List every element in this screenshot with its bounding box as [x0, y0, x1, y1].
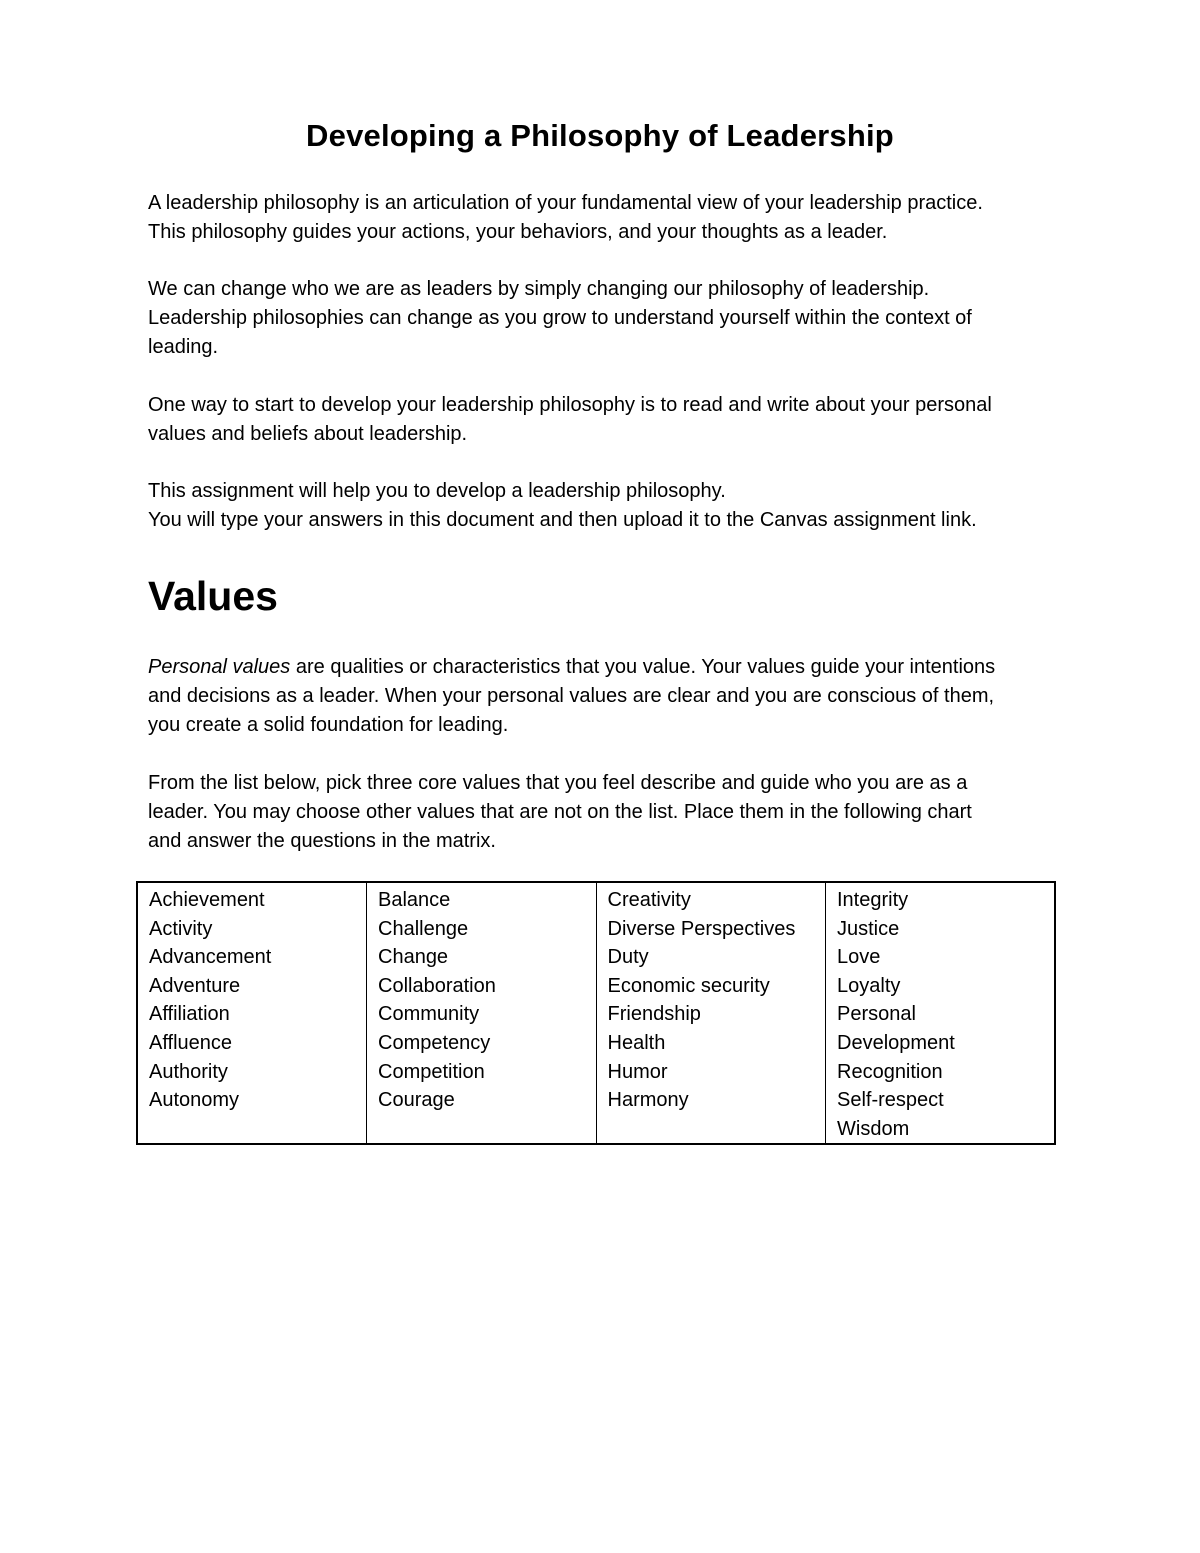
paragraph-line: This philosophy guides your actions, your behaviors, and your thoughts as a leader.	[148, 221, 888, 243]
paragraph-line: From the list below, pick three core values that you feel describe and guide who you are as a	[148, 772, 968, 794]
values-table	[136, 881, 1056, 1145]
value-item: Challenge	[378, 917, 469, 940]
value-item: Harmony	[607, 1089, 689, 1112]
value-item: Competition	[378, 1060, 485, 1083]
value-item: Competency	[378, 1031, 491, 1054]
value-item: Authority	[149, 1060, 228, 1083]
value-item: Economic security	[607, 974, 770, 997]
paragraph-line: leader. You may choose other values that are not on the list. Place them in the following chart	[148, 801, 972, 823]
paragraph-line: You will type your answers in this document and then upload it to the Canvas assignment link.	[148, 509, 977, 531]
value-item: Achievement	[149, 889, 265, 911]
highlighted-value-item	[837, 972, 1054, 1001]
paragraph-line: One way to start to develop your leadership philosophy is to read and write about your personal	[148, 394, 992, 416]
value-item: Community	[378, 1003, 480, 1026]
change-paragraph	[148, 275, 1078, 362]
value-item-label: Duty	[607, 946, 649, 969]
value-item: Affiliation	[149, 1003, 230, 1026]
paragraph-line: A leadership philosophy is an articulation of your fundamental view of your leadership practice.	[148, 192, 983, 214]
intro-paragraph	[148, 189, 1078, 247]
personal-values-paragraph	[148, 653, 1078, 740]
value-item: Diverse Perspectives	[607, 917, 796, 940]
value-item: Love	[837, 946, 881, 969]
paragraph-line: Leadership philosophies can change as you grow to understand yourself within the context of	[148, 307, 972, 329]
value-item: Development	[837, 1031, 955, 1054]
instructions-paragraph	[148, 769, 1078, 856]
value-item: Creativity	[607, 889, 691, 911]
paragraph-line: leading.	[148, 336, 219, 358]
values-table-row	[137, 882, 1055, 1144]
paragraph-line: We can change who we are as leaders by simply changing our philosophy of leadership.	[148, 278, 930, 300]
paragraph-line: you create a solid foundation for leading.	[148, 714, 509, 736]
value-item: Balance	[378, 889, 451, 911]
paragraph-line: are qualities or characteristics that you value. Your values guide your intentions	[290, 656, 996, 678]
value-item: Activity	[149, 917, 213, 940]
develop-paragraph	[148, 391, 1078, 449]
value-item: Autonomy	[149, 1089, 240, 1112]
value-item: Self-respect	[837, 1089, 944, 1112]
value-item: Integrity	[837, 889, 909, 911]
value-item: Advancement	[149, 946, 272, 969]
value-item: Change	[378, 946, 449, 969]
value-item: Health	[607, 1031, 666, 1054]
highlighted-value-item	[608, 943, 826, 972]
paragraph-line: This assignment will help you to develop a leadership philosophy.	[148, 480, 726, 502]
paragraph-line: and answer the questions in the matrix.	[148, 830, 496, 852]
value-item-label: Loyalty	[837, 974, 901, 997]
values-heading: Values	[148, 573, 278, 619]
paragraph-line: and decisions as a leader. When your personal values are clear and you are conscious of them,	[148, 685, 995, 707]
values-column-4	[826, 882, 1056, 1144]
values-column-1	[137, 882, 367, 1144]
value-item: Personal	[837, 1003, 916, 1026]
value-item: Affluence	[149, 1031, 233, 1054]
value-item: Recognition	[837, 1060, 943, 1083]
highlighted-value-item	[608, 1058, 826, 1087]
personal-values-term: Personal values	[148, 656, 291, 678]
assignment-paragraph	[148, 477, 1078, 535]
value-item: Friendship	[607, 1003, 701, 1026]
document-title: Developing a Philosophy of Leadership	[306, 118, 894, 153]
value-item: Justice	[837, 917, 900, 940]
values-column-3	[596, 882, 826, 1144]
values-column-2	[367, 882, 597, 1144]
value-item: Collaboration	[378, 974, 496, 997]
value-item-label: Humor	[607, 1060, 668, 1083]
value-item: Wisdom	[837, 1117, 910, 1140]
value-item: Courage	[378, 1089, 455, 1112]
paragraph-line: values and beliefs about leadership.	[148, 423, 468, 445]
value-item: Adventure	[149, 974, 241, 997]
